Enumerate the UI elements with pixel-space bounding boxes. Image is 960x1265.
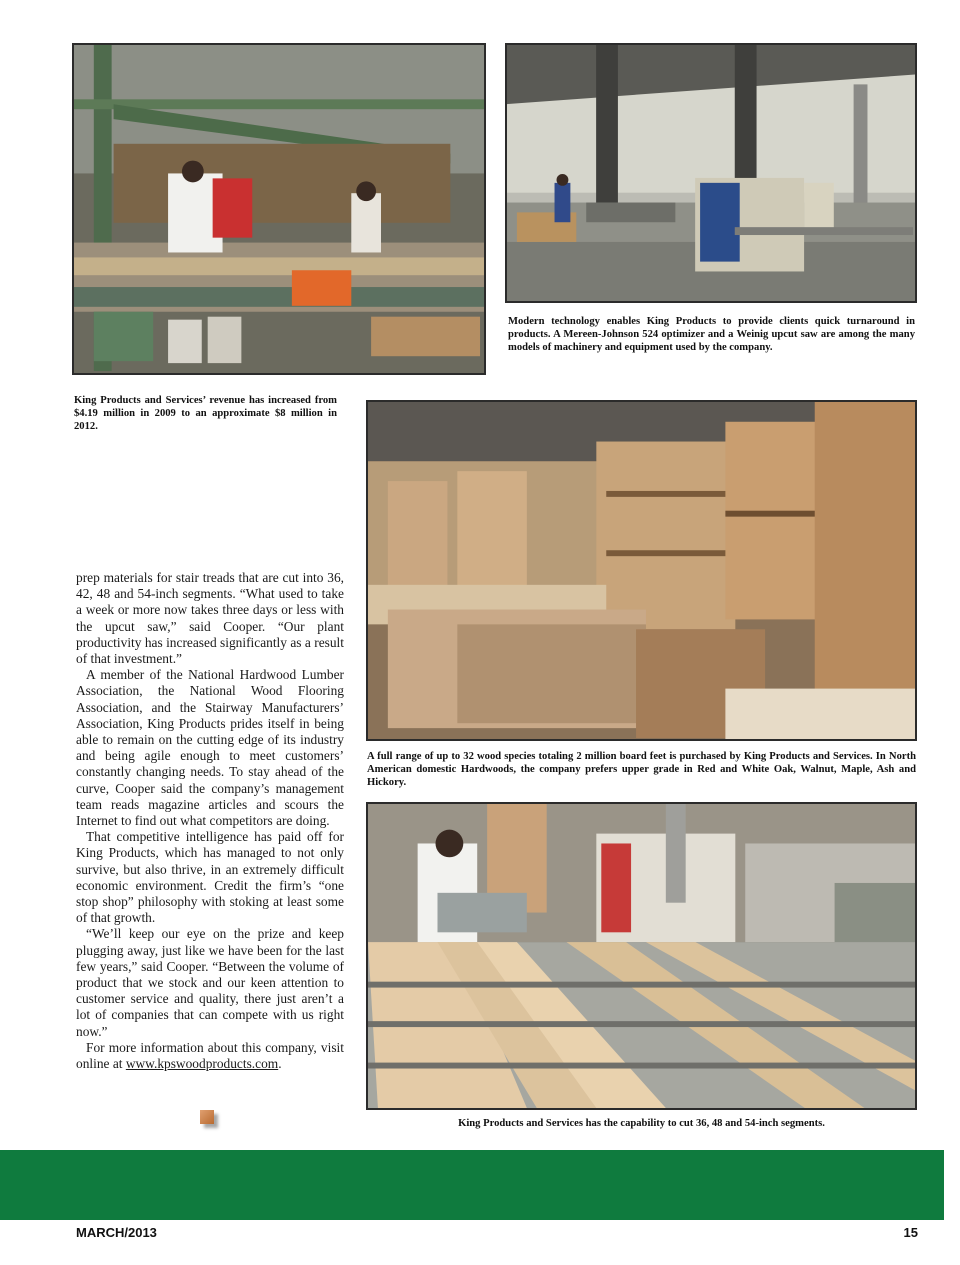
article-paragraph: “We’ll keep our eye on the prize and keep plugging away, just like we have been for the last few years,” said Cooper. “Between the volume of product that we stock and our keen attention to customer service and quality, there just aren’t a lot of companies that can compete with us right now.” bbox=[76, 926, 344, 1039]
article-paragraph-closing bbox=[76, 1040, 344, 1072]
page-number: 15 bbox=[903, 1225, 918, 1240]
article-paragraph: A member of the National Hardwood Lumber Association, the National Wood Flooring Association, and the Stairway Manufacturers’ Association, King Products prides itself in being able to remain on the cutting edge of its industry and being agile enough to meet customers’ constantly changing needs. To stay ahead of the curve, Cooper said the company’s management team reads magazine articles and scours the Internet to find out what competitors are doing. bbox=[76, 667, 344, 829]
article-end-mark-icon bbox=[200, 1110, 214, 1124]
caption-revenue: King Products and Services’ revenue has increased from $4.19 million in 2009 to an approximate $8 million in 2012. bbox=[74, 395, 337, 432]
issue-date: MARCH/2013 bbox=[76, 1225, 157, 1240]
closing-period: . bbox=[278, 1056, 282, 1072]
photo-processing-line bbox=[72, 43, 486, 375]
photo-machinery bbox=[505, 43, 917, 303]
closing-text: For more information about this company, visit online at bbox=[76, 1039, 344, 1072]
caption-segments: King Products and Services has the capability to cut 36, 48 and 54-inch segments. bbox=[458, 1118, 825, 1129]
caption-wood-species: A full range of up to 32 wood species totaling 2 million board feet is purchased by King Products and Services. In North American domestic Hardwoods, the company prefers upper grade in Red and White Oak, Walnut, Maple, Ash and Hickory. bbox=[367, 751, 916, 788]
photo-saw-conveyor bbox=[366, 802, 917, 1110]
footer-green-band bbox=[0, 1150, 944, 1220]
article-paragraph: prep materials for stair treads that are cut into 36, 42, 48 and 54-inch segments. “What used to take a week or more now takes three days or less with the upcut saw,” said Cooper. “Our plant productivity has increased significantly as a result of that investment.” bbox=[76, 570, 344, 667]
company-website-link[interactable]: www.kpswoodproducts.com bbox=[125, 1056, 279, 1072]
photo-lumber-stacks bbox=[366, 400, 917, 741]
caption-machinery: Modern technology enables King Products to provide clients quick turnaround in products. A Mereen-Johnson 524 optimizer and a Weinig upcut saw are among the many models of machinery and equipment used by the company. bbox=[508, 316, 915, 353]
article-body bbox=[76, 570, 344, 1072]
article-paragraph: That competitive intelligence has paid off for King Products, which has managed to not only survive, but also thrive, in an extremely difficult economic environment. Credit the firm’s “one stop shop” philosophy with stoking at least some of that growth. bbox=[76, 829, 344, 926]
